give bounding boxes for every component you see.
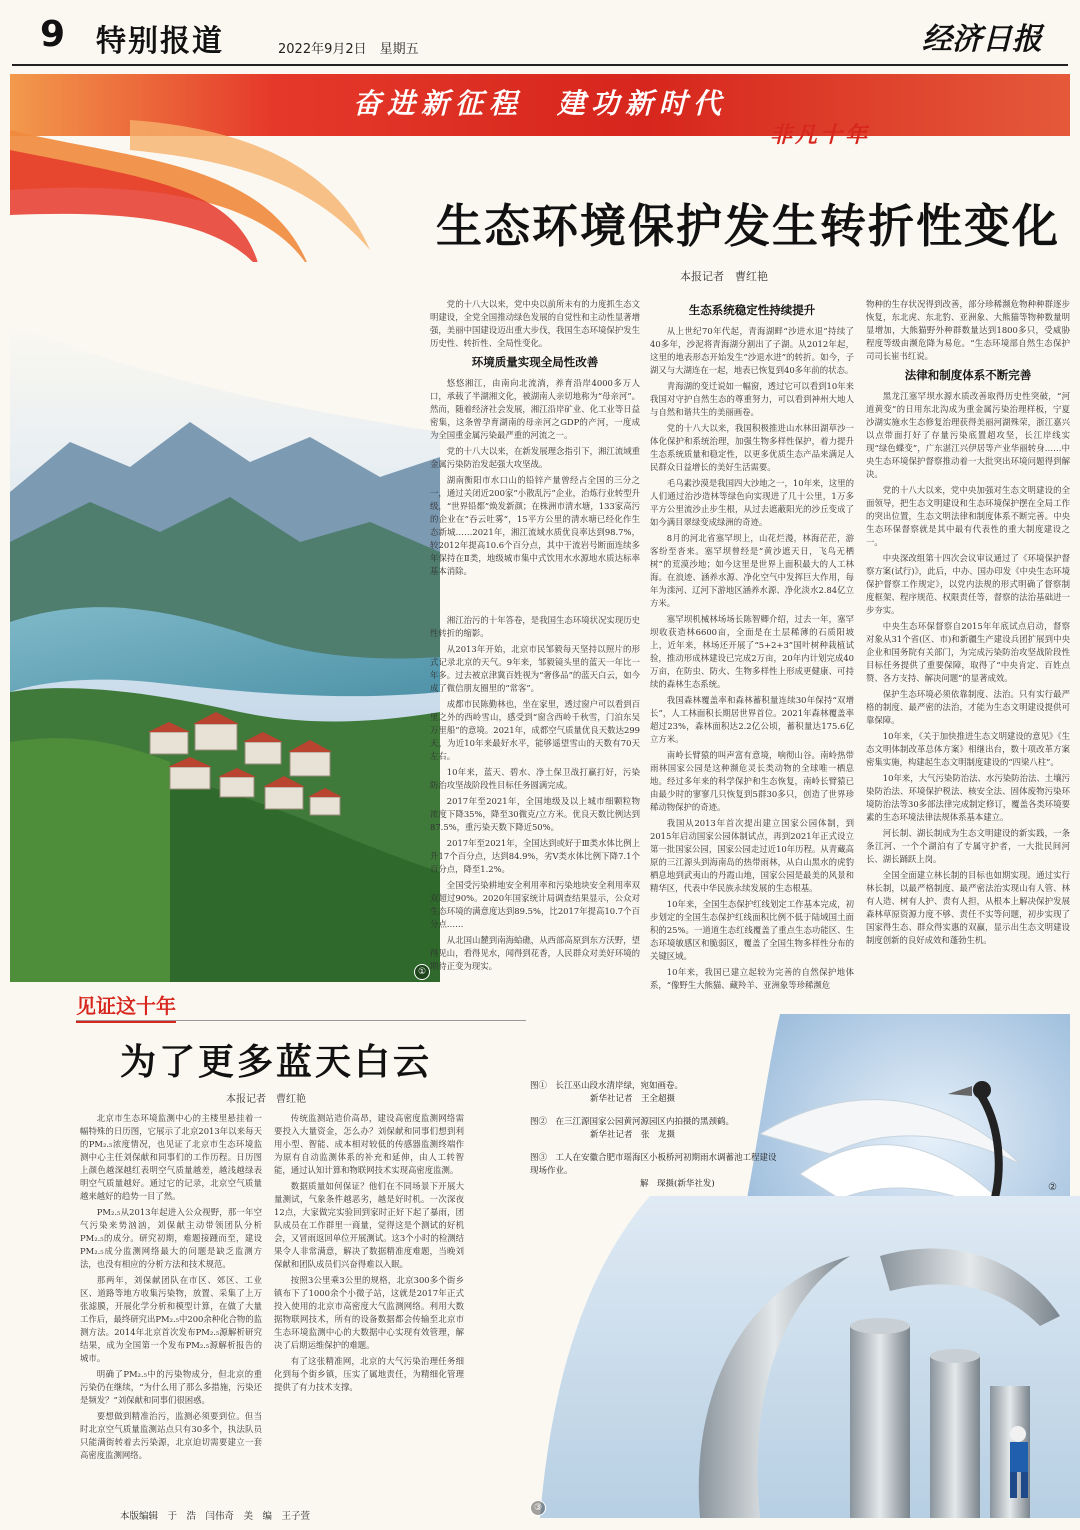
caption-3: 图③ 工人在安徽合肥市瑶海区小板桥河初期雨水调蓄池工程建设现场作业。 解 琛摄(新华社发) — [530, 1153, 777, 1189]
section-title: 特别报道 — [96, 24, 224, 59]
photo-number-1: ① — [414, 964, 430, 980]
banner-slogan: 奋进新征程 建功新时代 — [352, 87, 727, 120]
article-headline: 生态环境保护发生转折性变化 — [436, 199, 1060, 253]
photo-captions — [530, 1080, 780, 1201]
page-editors: 本版编辑 于 浩 闫伟奇 美 编 王子萱 — [120, 1511, 311, 1522]
subhead-ecosystem-stability: 生态系统稳定性持续提升 — [688, 303, 816, 317]
article-column-3: 物种的生存状况得到改善，部分珍稀濒危物种种群逐步恢复，东北虎、东北豹、亚洲象、大熊猫等物种数量明显增加，大熊猫野外种群数量达到1800多只，受威胁程度等级由濒危降为易危。“生态环境部自然生态保护司司长崔书红说。 法律和制度体系不断完善 黑龙江塞罕坝水源水质改善取得历史性突破，“河道黄变”的日用东北沟成为重金属污染治理样板，宁夏沙湖实施水生态修复治理获得美丽河湖殊荣，浙江嘉兴以点带面打好了存量污染底置超攻坚，长江岸线实现“绿色蝶变”，广东湛江兴伊居等产业华丽转身……中央生态环境保护督察推动着一大批突出环境问题得到解决。 党的十八大以来，党中央加强对生态文明建设的全面领导，把生态文明建设和生态环境保护摆在全局工作的突出位置，生态文明法律和制度体系不断完善。中央生态环保督察就是其中最有代表性的重大制度建设之一。 中央深改组第十四次会议审议通过了《环境保护督察方案(试行)》，此后，中办、国办印发《中央生态环境保护督察工作规定》，以党内法规的形式明确了督察制度框架、程序规范、权限责任等，督察的法治基础进一步夯实。 中央生态环保督察自2015年年底试点启动，督察对象从31个省(区、市)和新疆生产建设兵团扩展到中央企业和国务院有关部门，为完成污染防治攻坚战阶段性目标任务提供了重要保障，取得了“中央肯定、百姓点赞、各方支持、解决问题”的显著成效。 保护生态环境必须依靠制度、法治。只有实行最严格的制度、最严密的法治，才能为生态文明建设提供可靠保障。 10年来，《关于加快推进生态文明建设的意见》《生态文明体制改革总体方案》相继出台，数十项改革方案密集实施，构建起生态文明制度建设的“四梁八柱”。 10年来，大气污染防治法、水污染防治法、土壤污染防治法、环境保护税法、核安全法、固体废物污染环境防治法等30多部法律完成制定修订，覆盖各类环境要素的生态环境法律法规体系基本建立。 河长制、湖长制成为生态文明建设的新实践，一条条江河、一个个湖泊有了专属守护者，一大批民间河长、湖长踊跃上岗。 全国全面建立林长制的目标也如期实现。通过实行林长制，以最严格制度、最严密法治实现山有人管、林有人造、树有人护、责有人担，从根本上解决保护发展森林草原资源力度不够、责任不实等问题，初步实现了国家得生态、群众得实惠的双赢，显示出生态文明建设制度创新的良好成效和蓬勃生机。 — [866, 299, 1070, 945]
photo-number-2: ② — [1048, 1182, 1057, 1193]
sidebar-headline: 为了更多蓝天白云 — [120, 1041, 433, 1083]
subhead-law-and-system: 法律和制度体系不断完善 — [904, 368, 1032, 382]
sidebar-rule — [76, 1020, 526, 1021]
issue-date: 2022年9月2日 星期五 — [278, 42, 419, 57]
caption-1: 图① 长江巫山段水清岸绿，宛如画卷。 新华社记者 王全超摄 — [530, 1081, 684, 1104]
photo-number-3: ③ — [530, 1500, 546, 1516]
stormwater-facility-photo — [520, 1196, 1080, 1518]
yangtze-landscape-photo — [10, 262, 440, 982]
article-column-1a: 党的十八大以来，党中央以前所未有的力度抓生态文明建设，全党全国推动绿色发展的自觉性和主动性显著增强，美丽中国建设迈出重大步伐，我国生态环境保护发生历史性、转折性、全局性变化。 环境质量实现全局性改善 悠悠湘江，由南向北流淌，养育沿岸4000多万人口，承载了半湖湘文化，被湖南人亲切地称为“母亲河”。然而，随着经济社会发展，湘江沿岸矿业、化工业等日益密集，这条曾孕育湖南的母亲河之GDP的产河，一度成为全国重金属污染最严重的河流之一。 党的十八大以来，在新发展理念指引下，湘江流域重金属污染防治发起强大攻坚战。 湖南衡阳市水口山的铅锌产量曾经占全国的三分之一，通过关闭近200家“小散乱污”企业，治炼行业转型升级，“世界铅都”焕发新颜；在株洲市清水塘，133家高污的企业在“吞云吐雾”，15平方公里的清水塘已经化作生态新城……2021年，湘江流域水质优良率达到98.7%，较2012年提高10.6个百分点，其中干流岩号断面连续多年保持在Ⅱ类，地级城市集中式饮用水水源地水质达标率基本消除。 — [430, 299, 640, 576]
caption-2: 图② 在三江源国家公园黄河源园区内拍摄的黑颈鹤。 新华社记者 张 龙摄 — [530, 1117, 735, 1140]
sidebar-byline: 本报记者 曹红艳 — [226, 1094, 306, 1105]
header-rule — [12, 64, 1068, 66]
decorative-swoosh — [10, 120, 470, 280]
lead-paragraph: 党的十八大以来，党中央以前所未有的力度抓生态文明建设，全党全国推动绿色发展的自觉性和主动性显著增强，美丽中国建设迈出重大步伐，我国生态环境保护发生历史性、转折性、全局性变化。 — [430, 299, 640, 348]
article-column-2: 生态系统稳定性持续提升 从上世纪70年代起，青海湖畔“沙进水退”持续了40多年，沙泥将青海湖分割出了子湖。从2012年起，这里的地表形态开始发生“沙退水进”的转折。如今，子湖又与大湖连在一起，地表已恢复到40多年前的状态。 青海湖的变迁说如一幅窗，透过它可以看到10年来我国对守护自然生态的尊重努力，可以看到神州大地人与自然和谐共生的美丽画卷。 党的十八大以来，我国积极推进山水林田湖草沙一体化保护和系统治理，加强生物多样性保护，着力提升生态系统质量和稳定性，以更多优质生态产品来满足人民群众日益增长的美好生活需要。 毛乌素沙漠是我国四大沙地之一，10年来，这里的人们通过治沙造林等绿色向实现进了几十公里，1万多平方公里流沙止步生根，从过去遮蔽阳光的沙丘变成了如今满目翠绿变成绿洲的奇迹。 8月的河北省塞罕坝上，山花烂漫，林海茫茫，游客纷至沓来。塞罕坝曾经是“黄沙遮天日，飞鸟无栖树”的荒漠沙地；如今这里是世界上面积最大的人工林海。在浪迹、涵养水源、净化空气中发挥巨大作用，每年为滦河、辽河下游地区涵养水源、净化淡水2.84亿立方米。 塞罕坝机械林场场长陈智卿介绍，过去一年，塞罕坝收获造林6600亩，全面是在土层稀薄的石质阳坡上，近年来，林场还开展了“5+2+3”国叶树种栽植试验，推动形成林建设已完成2万亩，20年内计划完成40万亩，在防虫、防火、生物多样性上形成更健康、可持续的森林生态系统。 我国森林覆盖率和森林蓄积量连续30年保持“双增长”，人工林面积长期居世界首位。2021年森林覆盖率超过23%，森林面积达2.2亿公顷，蓄积量达175.6亿立方米。 南岭长臂猿的叫声富有意境，响彻山谷。南岭热带雨林国家公园是这种濒危灵长类动物的全球唯一栖息地。经过多年来的科学保护和生态恢复，南岭长臂猿已由最少时的寥寥几只恢复到5群30多只，创造了世界珍稀动物保护的奇迹。 我国从2013年首次提出建立国家公园体制，到2015年启动国家公园体制试点，再到2021年正式设立第一批国家公园，国家公园走过近10年历程。从青藏高原的三江源头到海南岛的热带雨林，从白山黑水的虎豹栖息地到武夷山的丹霞山地，国家公园是最美的风景和精华区，代表中华民族永续发展的生态根基。 10年来，全国生态保护红线划定工作基本完成，初步划定的全国生态保护红线面积比例不低于陆域国土面积的25%。一道道生态红线覆盖了重点生态功能区、生态环境敏感区和脆弱区，覆盖了全国生物多样性分布的关键区域。 10年来，我国已建立起较为完善的自然保护地体系，“像野生大熊猫、藏羚羊、亚洲象等珍稀濒危 — [650, 303, 854, 990]
sidebar-kicker: 见证这十年 — [76, 990, 176, 1023]
sidebar-column-1: 北京市生态环境监测中心的主楼里悬挂着一幅特殊的日历图，它展示了北京2013年以来每天的PM₂.₅浓度情况，也见证了北京市生态环境监测中心主任刘保献和同事们的工作历程。日历图上颜色越深越红表明空气质量越差，越浅越绿表明空气质量越好。通过它的记录，北京空气质量越来越好的趋势一目了然。 PM₂.₅从2013年起进入公众视野，那一年空气污染来势汹汹，刘保献主动带领团队分析PM₂.₅的成分。研究初期，难题接踵而至，建设PM₂.₅成分监测网络最大的问题是缺乏监测方法，也没有相应的分析方法和技术规范。 那两年，刘保献团队在市区、郊区、工业区、道路等地方收集污染物，放置、采集了上万张滤膜，开展化学分析和模型计算，在做了大量工作后，最终研究出PM₂.₅中200余种化合物的监测方法。2014年北京首次发布PM₂.₅源解析研究结果，成为全国第一个发布PM₂.₅源解析报告的城市。 明确了PM₂.₅中的污染物成分，但北京的重污染仍在继续，“为什么用了那么多措施，污染还是频发？”刘保献和同事们很困惑。 要想做到精准治污，监测必须要到位。但当时北京空气质量监测站点只有30多个，执法队员只能满街转着去污染源，北京迫切需要建立一套高密度监测网络。 — [80, 1113, 262, 1460]
masthead-logo: 经济日报 — [922, 22, 1042, 57]
page-header — [0, 0, 1080, 60]
subhead-environment-quality: 环境质量实现全局性改善 — [471, 355, 599, 369]
sidebar-column-2: 传统监测站造价高昂，建设高密度监测网络需要投入大量资金，怎么办？刘保献和同事们想到利用小型、智能、成本相对较低的传感器监测终端作为原有自动监测体系的补充和延伸，由人工转智能，通过认知计算和物联网技术实现高密度监测。 数据质量如何保证？他们在不同场景下开展大量测试，气象条件越恶劣，越是好时机。一次深夜12点，大家做完实验回到家时正好下起了暴雨，团队成员在工作群里一商量，觉得这是个测试的好机会，又冒雨返回单位开展测试。这3个小时的检测结果令人非常满意，解决了数据精准度难题，当晚刘保献和团队成员们兴奋得难以入眠。 按照3公里乘3公里的规格，北京300多个街乡镇布下了1000余个小微子站，这就是2017年正式投入使用的北京市高密度大气监测网络。利用大数据物联网技术，所有的设备数据都会传输至北京市生态环境监测中心的大数据中心实现有效管理，解决了后期运维保护的难题。 有了这张精准网，北京的大气污染治理任务细化到每个街乡镇，压实了属地责任，为精细化管理提供了有力技术支撑。 — [274, 1113, 464, 1392]
article-byline: 本报记者 曹红艳 — [680, 270, 768, 283]
page-number: 9 — [40, 14, 66, 55]
article-column-1b: 湘江治污的十年答卷，是我国生态环境状况实现历史性转折的缩影。 从2013年开始，北京市民邹毅每天坚持以照片的形式记录北京的天气。9年来，邹毅镜头里的蓝天一年比一年多。过去被京津冀百姓视为“奢侈品”的蓝天白云，如今成了微信朋友圈里的“常客”。 成都市民陈勤林也，坐在家里，透过窗户可以看到百里之外的西岭雪山，感受到“窗含西岭千秋雪，门泊东吴万里船”的意境。2021年，成都空气质量优良天数达299天，为近10年来最好水平，能够遥望雪山的天数有70天左右。 10年来，蓝天、碧水、净土保卫战打赢打好，污染防治攻坚战阶段性目标任务圆满完成。 2017年至2021年，全国地级及以上城市细颗粒物浓度下降35%，降至30微克/立方米。优良天数比例达到87.5%，重污染天数下降近50%。 2017年至2021年，全国达到或好于Ⅲ类水体比例上升17个百分点，达到84.9%，劣Ⅴ类水体比例下降7.1个百分点，降至1.2%。 全国受污染耕地安全利用率和污染地块安全利用率双双超过90%。2020年国家统计局调查结果显示，公众对生态环境的满意度达到89.5%，比2017年提高10.7个百分点…… 从北国山麓到南海蛤礁，从西部高原到东方沃野，望得见山，看得见水，闻得到花香，人民群众对美好环境的期待正变为现实。 — [430, 615, 640, 971]
banner-series: 非凡十年 — [770, 123, 871, 148]
